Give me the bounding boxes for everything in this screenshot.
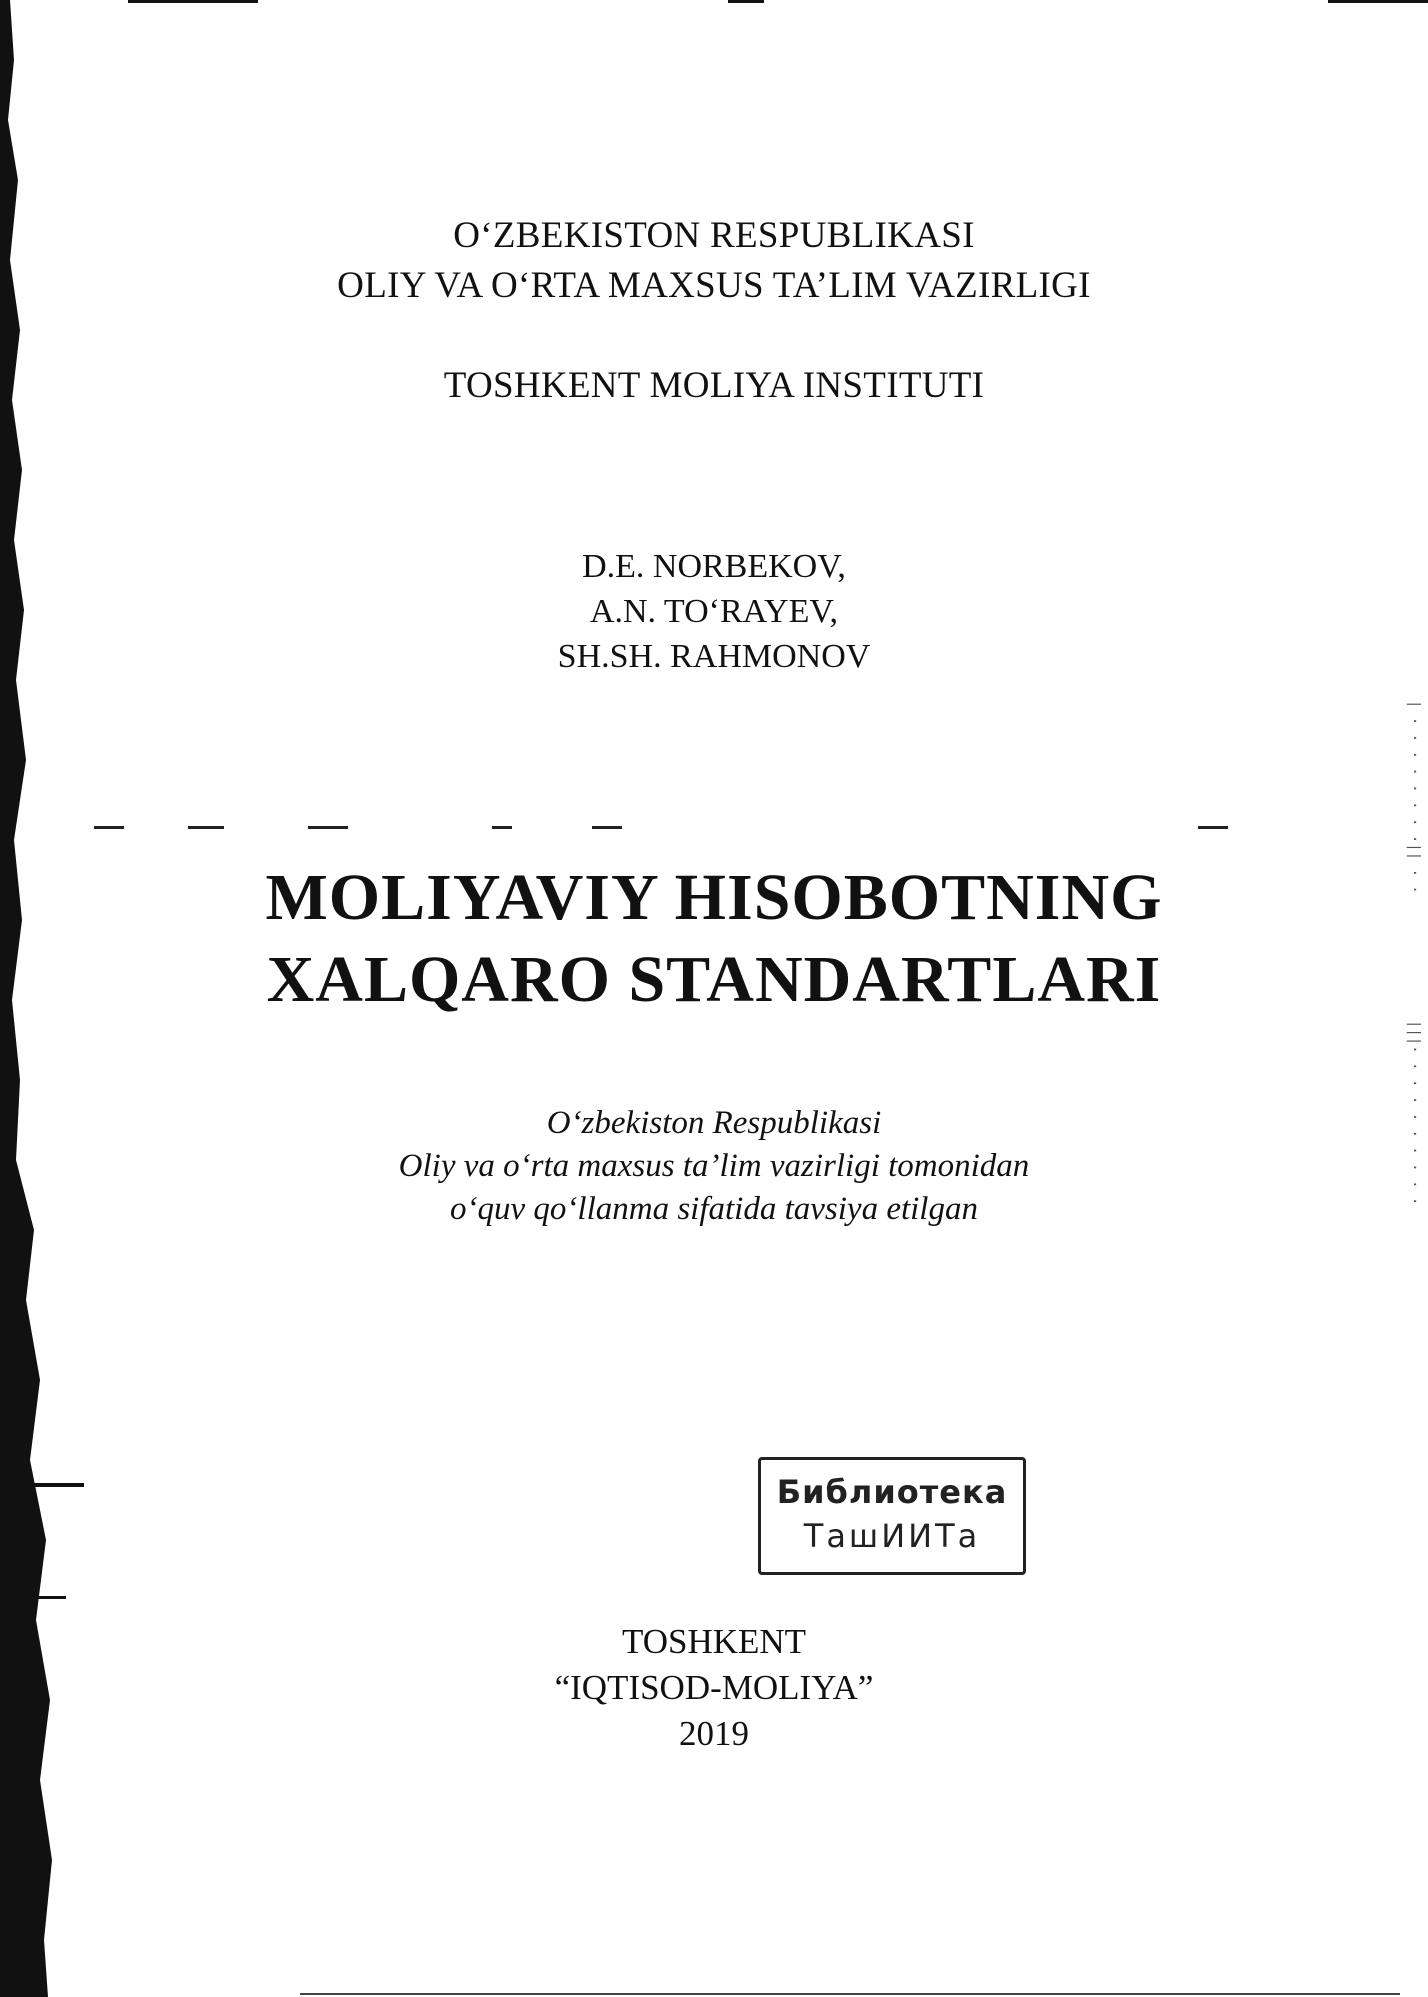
scan-mark-top-left: [128, 0, 258, 3]
library-stamp: [758, 1457, 1026, 1575]
stamp-line-2: ТашИИТа: [803, 1517, 981, 1555]
ministry-line-1: O‘ZBEKISTON RESPUBLIKASI: [453, 215, 975, 256]
separator-dash: [592, 826, 622, 829]
separator-dash: [94, 826, 124, 829]
title-line-2: XALQARO STANDARTLARI: [266, 943, 1162, 1016]
separator-dash: [188, 826, 224, 829]
institute-name: TOSHKENT MOLIYA INSTITUTI: [443, 365, 985, 406]
scan-mark-top-right: [1328, 0, 1428, 3]
author-2: A.N. TO‘RAYEV,: [589, 593, 839, 630]
imprint-year: 2019: [679, 1714, 749, 1753]
recommendation-line-3: o‘quv qo‘llanma sifatida tavsiya etilgan: [450, 1191, 978, 1227]
right-edge-marks: |||· · · · · · · · · ·: [1406, 1020, 1422, 1206]
separator-dash: [492, 826, 512, 829]
scan-mark-bottom: [300, 1993, 1400, 1995]
scan-mark-top-mid: [728, 0, 764, 3]
scan-mark-left-bar-2: [0, 1596, 66, 1599]
recommendation-line-1: O‘zbekiston Respublikasi: [546, 1105, 882, 1141]
recommendation-line-2: Oliy va o‘rta maxsus ta’lim vazirligi tomonidan: [398, 1148, 1030, 1184]
author-1: D.E. NORBEKOV,: [582, 548, 846, 585]
separator-dash: [308, 826, 348, 829]
imprint-city: TOSHKENT: [621, 1622, 807, 1661]
separator-dash: [1198, 826, 1228, 829]
stamp-line-1: Библиотека: [776, 1473, 1008, 1511]
scan-mark-left-bar-1: [0, 1483, 84, 1487]
right-edge-marks: | · · · · · · · ·|| · ·: [1406, 700, 1422, 894]
ministry-line-2: OLIY VA O‘RTA MAXSUS TA’LIM VAZIRLIGI: [337, 265, 1091, 306]
imprint-publisher: “IQTISOD-MOLIYA”: [554, 1668, 874, 1707]
title-line-1: MOLIYAVIY HISOBOTNING: [265, 861, 1163, 934]
author-3: SH.SH. RAHMONOV: [557, 638, 871, 675]
